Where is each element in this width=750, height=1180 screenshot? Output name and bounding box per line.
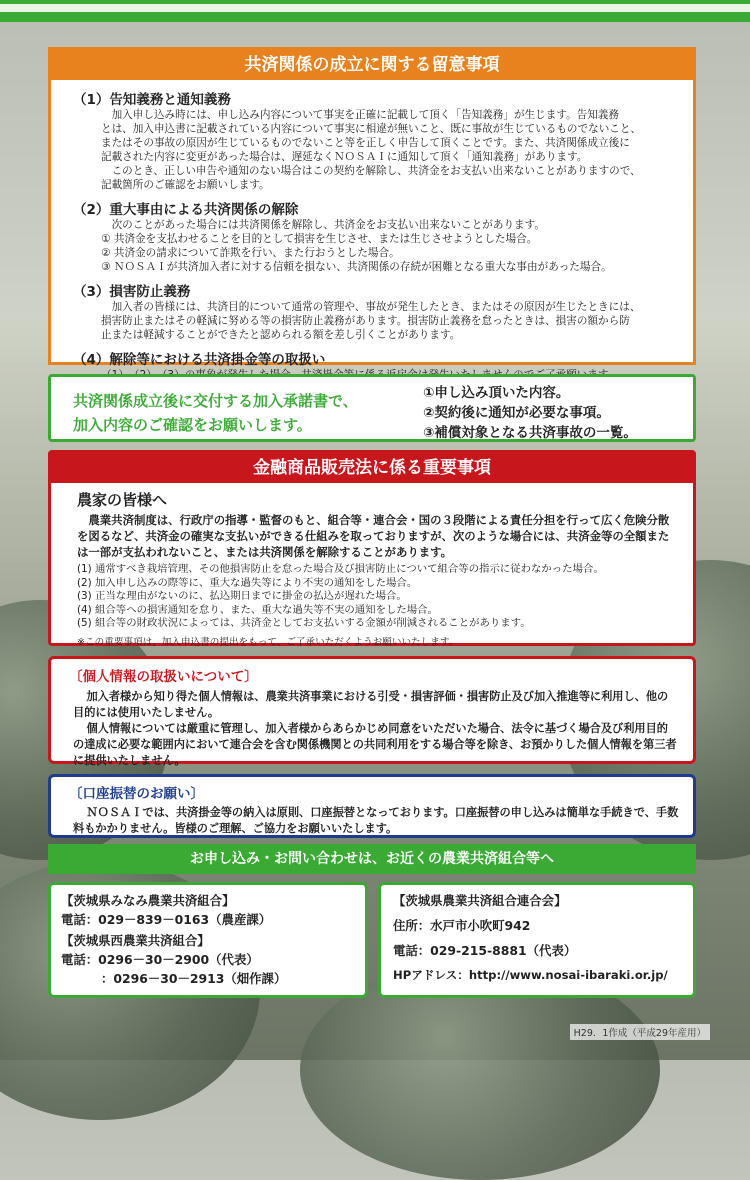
paragraph: 加入申し込み時には、申し込み内容について事実を正確に記載して頂く「告知義務」が生じます。告知義務 [111, 109, 620, 121]
list-item: (5) 組合等の財政状況によっては、共済金としてお支払いする金額が削減されることがあります。 [77, 617, 531, 629]
subtitle: 農家の皆様へ [77, 491, 168, 509]
contact-card-right [378, 882, 696, 998]
notice-box [48, 47, 696, 368]
transfer-box [48, 774, 696, 838]
confirmation-message [73, 389, 358, 437]
section-heading: （3）損害防止義務 [73, 284, 191, 300]
confirmation-line: 加入内容のご確認をお願いします。 [73, 416, 312, 434]
address: 住所：水戸市小吹町942 [393, 918, 531, 933]
paragraph: 損害防止またはその軽減に努める等の損害防止義務があります。損害防止義務を怠ったときは、損害の額から防 [101, 315, 630, 327]
contact-banner: お申し込み・お問い合わせは、お近くの農業共済組合等へ [48, 844, 696, 874]
phone-number: 電話：0296－30－2900（代表） [61, 952, 259, 967]
confirmation-box [48, 374, 696, 442]
list-item: ①申し込み頂いた内容。 [423, 385, 570, 401]
paragraph: 記載箇所のご確認をお願いします。 [101, 179, 270, 191]
paragraph: とは、加入申込書に記載されている内容について事実に相違が無いこと、既に事故が生じているものでないこと、 [101, 123, 642, 135]
paragraph: 記載された内容に変更があった場合は、遅延なくＮＯＳＡＩに通知して頂く「通知義務」があります。 [101, 151, 588, 163]
paragraph: ＮＯＳＡＩでは、共済掛金等の納入は原則、口座振替となっております。口座振替の申し込みは簡単な手続きで、手数料もかかりません。皆様のご理解、ご協力をお願いいたします。 [73, 806, 679, 835]
phone-number: 電話：029－839－0163（農産課） [61, 912, 272, 927]
paragraph: 加入者の皆様には、共済目的について通常の管理や、事故が発生したとき、またはその原因が生じたときには、 [111, 301, 641, 313]
website-link[interactable]: HPアドレス：http://www.nosai-ibaraki.or.jp/ [393, 968, 668, 982]
org-name: 【茨城県農業共済組合連合会】 [393, 893, 567, 908]
list-item: (1) 通常すべき栽培管理、その他損害防止を怠った場合及び損害防止について組合等の指示に従わなかった場合。 [77, 563, 604, 575]
privacy-box [48, 656, 696, 767]
transfer-title: 〔口座振替のお願い〕 [69, 786, 204, 802]
list-item: (4) 組合等への損害通知を怠り、また、重大な過失等不実の通知をした場合。 [77, 603, 438, 616]
top-bar [0, 0, 750, 22]
paragraph: このとき、正しい申告や通知のない場合はこの契約を解除し、共済金をお支払い出来ないことがありますので、 [111, 165, 641, 177]
confirmation-list [423, 383, 637, 443]
footer-note: H29．1作成（平成29年産用） [570, 1024, 710, 1040]
paragraph: 止または軽減することができたと認められる額を差し引くことがあります。 [101, 329, 461, 341]
list-item: ③ ＮＯＳＡＩが共済加入者に対する信頼を損ない、共済関係の存続が困難となる重大な事由があった場合。 [101, 261, 612, 273]
section-heading: （1）告知義務と通知義務 [73, 92, 231, 108]
org-name: 【茨城県みなみ農業共済組合】 [61, 893, 235, 908]
privacy-title: 〔個人情報の取扱いについて〕 [69, 669, 258, 685]
list-item: ① 共済金を支払わせることを目的として損害を生じさせ、または生じさせようとした場合。 [101, 233, 538, 245]
financial-notice-title: 金融商品販売法に係る重要事項 [51, 453, 693, 483]
list-item: ② 共済金の請求について詐欺を行い、また行おうとした場合。 [101, 247, 400, 259]
paragraph: またはその事故の原因が生じているものでないこと等を正しく申告して頂くことです。また、共済関係成立後に [101, 137, 630, 149]
note: ※この重要事項は、加入申込書の提出をもって、ご了承いただくようお願いいたします。 [77, 636, 459, 648]
paragraph: 次のことがあった場合には共済関係を解除し、共済金をお支払い出来ないことがあります。 [111, 219, 545, 231]
list-item: ③補償対象となる共済事故の一覧。 [423, 425, 637, 441]
notice-title: 共済関係の成立に関する留意事項 [51, 50, 693, 80]
phone-number: ：0296－30－2913（畑作課） [101, 971, 287, 986]
financial-notice-box [48, 450, 696, 646]
confirmation-line: 共済関係成立後に交付する加入承諾書で、 [73, 392, 358, 410]
list-item: (3) 正当な理由がないのに、払込期日までに掛金の払込が遅れた場合。 [77, 590, 407, 602]
section-heading: （4）解除等における共済掛金等の取扱い [73, 352, 326, 368]
list-item: (2) 加入申し込みの際等に、重大な過失等により不実の通知をした場合。 [77, 576, 418, 589]
paragraph: 加入者様から知り得た個人情報は、農業共済事業における引受・損害評価・損害防止及び加入推進等に利用し、他の目的には使用いたしません。 [73, 690, 669, 719]
section-heading: （2）重大事由による共済関係の解除 [73, 202, 299, 218]
paragraph: 個人情報については厳重に管理し、加入者様からあらかじめ同意をいただいた場合、法令に基づく場合及び利用目的の達成に必要な範囲内において連合会を含む関係機関との共同利用をする場合等を除き、お預かりした個人情報を第三者に提供いたしません。 [73, 722, 677, 767]
phone-number: 電話：029-215-8881（代表） [393, 943, 577, 958]
paragraph: 農業共済制度は、行政庁の指導・監督のもと、組合等・連合会・国の３段階による責任分担を行って広く危険分散を図るなど、共済金の確実な支払いができる仕組みを取っておりますが、次のような場合には、共済金等の全額または一部が支払われないこと、または共済関係を解除することがあります。 [77, 513, 670, 559]
contact-card-left [48, 882, 368, 998]
org-name: 【茨城県西農業共済組合】 [61, 933, 210, 948]
list-item: ②契約後に通知が必要な事項。 [423, 405, 610, 421]
